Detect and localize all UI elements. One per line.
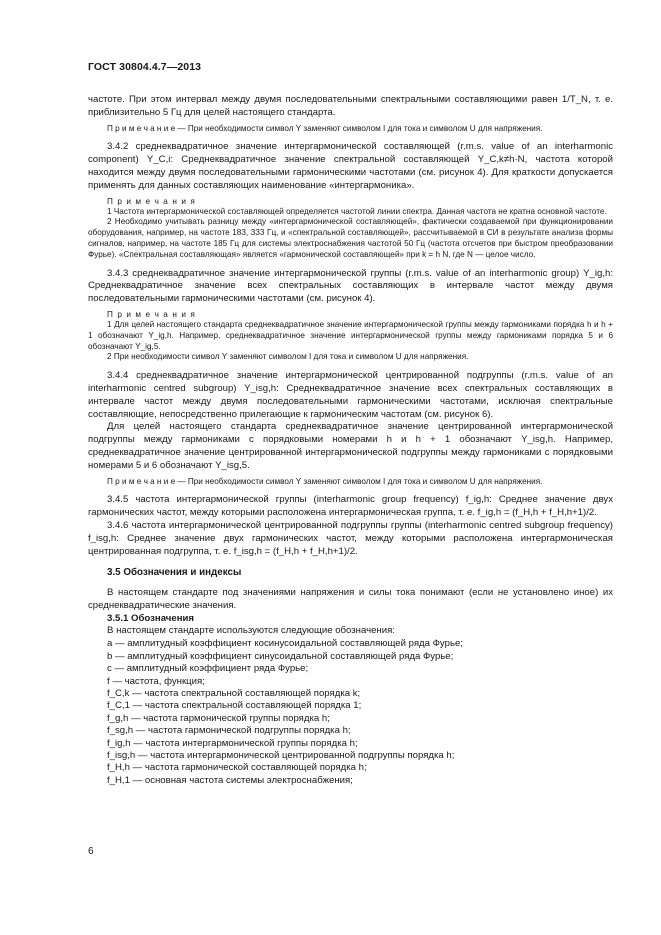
note-item: 1 Частота интергармонической составляющей определяется частотой линии спектра. Данная частота не кратна основной частоте.	[107, 206, 607, 216]
symbol-item: b — амплитудный коэффициент синусоидальной составляющей ряда Фурье;	[107, 650, 454, 662]
symbol-item: f_g,h — частота гармонической группы порядка h;	[107, 712, 330, 724]
definition-3-4-3: 3.4.3 среднеквадратичное значение интергармонической группы (r.m.s. value of an interharmonic group) Y_ig,h: Среднеквадратичное значение всех спектральных составляющих в интервале частот между двумя последовательными гармоническими частотами (см. рисунок 4).	[88, 267, 613, 305]
paragraph: В настоящем стандарте используются следующие обозначения:	[107, 625, 395, 637]
section-heading: 3.5 Обозначения и индексы	[107, 567, 242, 579]
page-header: ГОСТ 30804.4.7—2013	[88, 61, 202, 73]
symbol-item: c — амплитудный коэффициент ряда Фурье;	[107, 663, 309, 675]
note-item: 2 Необходимо учитывать разницу между «интергармонической составляющей», фактически создаваемой при функционировании оборудования, например, на частоте 183, 333 Гц, и «спектральной составляющей», рассчитываемой в СИ в результате анализа формы сигналов, например, на частоте 185 Гц для системы электроснабжения частотой 50 Гц (частота отсчетов при быстром преобразовании Фурье). «Спектральная составляющая» является «гармонической составляющей» при k = h N, где N — целое число.	[88, 217, 613, 259]
subsection-heading: 3.5.1 Обозначения	[107, 612, 194, 624]
symbol-item: f_C,1 — частота спектральной составляющей порядка 1;	[107, 700, 362, 712]
symbol-item: a — амплитудный коэффициент косинусоидальной составляющей ряда Фурье;	[107, 638, 463, 650]
note-item: 2 При необходимости символ Y заменяют символом I для тока и символом U для напряжения.	[107, 352, 469, 362]
definition-3-4-4: 3.4.4 среднеквадратичное значение интергармонической центрированной подгруппы (r.m.s. value of an interharmonic centred subgroup) Y_isg,h: Среднеквадратичное значение всех спектральных составляющих в интервале частот между двумя последовательными гармоническими частотами, исключая спектральные составляющие, непосредственно прилегающие к гармоническим частотам (см. рисунок 6).	[88, 370, 613, 420]
definition-3-4-5: 3.4.5 частота интергармонической группы (interharmonic group frequency) f_ig,h: Среднее значение двух гармонических частот, между которыми расположена интергармоническая группа, т. е. f_ig,h = (f_H,h + f_H,h+1)/2.	[88, 494, 613, 519]
page-content	[88, 94, 613, 787]
definition-3-4-2: 3.4.2 среднеквадратичное значение интергармонической составляющей (r.m.s. value of an interharmonic component) Y_C,i: Среднеквадратичное значение спектральной составляющей Y_C,k≠h·N, частота которой находится между двумя последовательными гармоническими частотами (см. рисунок 4). Для краткости допускается применять для данных составляющих наименование «интергармоника».	[88, 141, 613, 191]
paragraph: В настоящем стандарте под значениями напряжения и силы тока понимают (если не установлено иное) их среднеквадратические значения.	[88, 587, 613, 611]
symbol-item: f_H,1 — основная частота системы электроснабжения;	[107, 774, 353, 786]
symbol-item: f_C,k — частота спектральной составляющей порядка k;	[107, 687, 361, 699]
note: П р и м е ч а н и е — При необходимости символ Y заменяют символом I для тока и символом U для напряжения.	[107, 123, 543, 133]
note-item: 1 Для целей настоящего стандарта среднеквадратичное значение интергармонической группы между гармониками порядка h и h + 1 обозначают Y_ig,h. Например, среднеквадратичное значение интергармонической группы между гармониками порядка 5 и 6 обозначают Y_ig,5.	[88, 319, 613, 351]
note: П р и м е ч а н и е — При необходимости символ Y заменяют символом I для тока и символом U для напряжения.	[107, 476, 543, 486]
symbol-item: f_ig,h — частота интергармонической группы порядка h;	[107, 737, 358, 749]
symbol-item: f — частота, функция;	[107, 675, 205, 687]
symbol-item: f_isg,h — частота интергармонической центрированной подгруппы порядка h;	[107, 749, 455, 761]
notes-heading: П р и м е ч а н и я	[107, 196, 196, 206]
paragraph: Для целей настоящего стандарта среднеквадратичное значение центрированной интергармонической подгруппы между гармониками с порядковыми номерами h и h + 1 обозначают Y_isg,h. Например, среднеквадратичное значение центрированной интергармонической подгруппы между гармониками с порядковыми номерами 5 и 6 обозначают Y_isg,5.	[88, 421, 613, 471]
notes-heading: П р и м е ч а н и я	[107, 309, 196, 319]
symbol-list	[88, 638, 613, 787]
symbol-item: f_H,h — частота гармонической составляющей порядка h;	[107, 762, 367, 774]
paragraph-continuation: частоте. При этом интервал между двумя последовательными спектральными составляющими равен 1/T_N, т. е. приблизительно 5 Гц для целей настоящего стандарта.	[88, 94, 613, 118]
definition-3-4-6: 3.4.6 частота интергармонической центрированной подгруппы группы (interharmonic centred subgroup frequency) f_isg,h: Среднее значение двух гармонических частот, между которыми расположена интергармоническая центрированная подгруппа, т. е. f_isg,h = (f_H,h + f_H,h+1)/2.	[88, 519, 613, 557]
page-number: 6	[88, 846, 94, 857]
symbol-item: f_sg,h — частота гармонической подгруппы порядка h;	[107, 725, 351, 737]
